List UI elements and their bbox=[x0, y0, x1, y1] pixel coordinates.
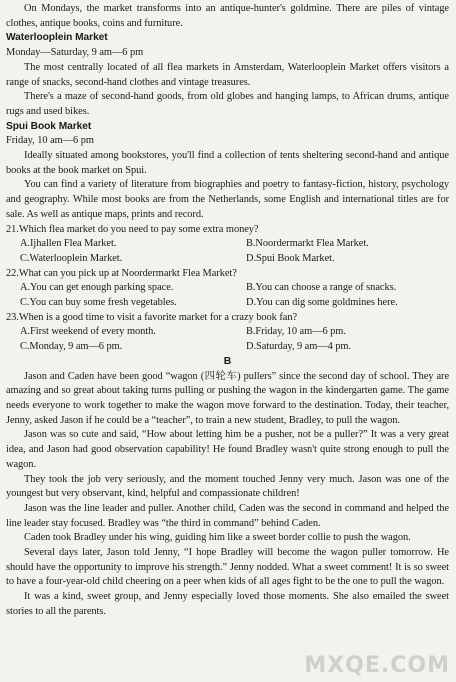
question-23 bbox=[6, 311, 449, 355]
answer-options bbox=[6, 281, 449, 310]
passage-b-paragraph: Caden took Bradley under his wing, guiding him like a sweet border collie to push the wagon. bbox=[24, 532, 411, 544]
option-c: C.You can buy some fresh vegetables. bbox=[20, 297, 177, 309]
passage-b-paragraph: It was a kind, sweet group, and Jenny especially loved those moments. She also emailed the sweet stories to all the parents. bbox=[6, 591, 449, 617]
option-a: A.First weekend of every month. bbox=[20, 326, 156, 338]
passage-b-paragraph: Jason and Caden have been good “wagon (四轮车) pullers” since the second day of school. They are amazing and so great about taking turns pulling or pushing the wagon in the kindergarten game. The game needs everyone to work together to make the wagon move forward to the destination. Today, their teacher, Jenny, asked Jason if he could be a “teacher”, to train a new student, Bradley, to pull the wagon. bbox=[6, 370, 449, 426]
spui-paragraph: You can find a variety of literature from biographies and poetry to fantasy-fiction, history, psychology and geography. While most books are from the Netherlands, some English and international titles are for sale. As well as antique maps, prints and record. bbox=[6, 179, 449, 220]
spui-title: Spui Book Market bbox=[6, 120, 92, 132]
option-c: C.Waterlooplein Market. bbox=[20, 252, 123, 264]
question-21 bbox=[6, 223, 449, 267]
option-b: B.You can choose a range of snacks. bbox=[246, 282, 397, 294]
option-b: B.Noordermarkt Flea Market. bbox=[246, 238, 369, 250]
section-b-heading: B bbox=[223, 355, 232, 367]
site-watermark: MXQE.COM bbox=[304, 653, 450, 679]
option-a: A.You can get enough parking space. bbox=[20, 282, 174, 294]
answer-options bbox=[6, 237, 449, 266]
passage-b-paragraph: They took the job very seriously, and the moment touched Jenny very much. Jason was one of the youngest but very observant, kind, helpful and compassionate children! bbox=[6, 473, 449, 500]
option-d: D.You can dig some goldmines here. bbox=[246, 297, 398, 309]
option-d: D.Saturday, 9 am—4 pm. bbox=[246, 341, 352, 353]
option-c: C.Monday, 9 am—6 pm. bbox=[20, 341, 123, 353]
question-stem: 23.When is a good time to visit a favorite market for a crazy book fan? bbox=[6, 311, 298, 323]
waterlooplein-paragraph: The most centrally located of all flea markets in Amsterdam, Waterlooplein Market offers visitors a range of snacks, second-hand clothes and vintage treasures. bbox=[6, 61, 449, 88]
spui-hours: Friday, 10 am—6 pm bbox=[6, 135, 94, 147]
question-stem: 22.What can you pick up at Noordermarkt Flea Market? bbox=[6, 267, 237, 279]
passage-b-paragraph: Jason was so cute and said, “How about letting him be a pusher, not be a puller?” It was a very great idea, and Jason had good observation capability! He found Bradley wasn't quite strong enough to pull the wagon. bbox=[6, 429, 449, 470]
option-a: A.Ijhallen Flea Market. bbox=[20, 238, 117, 250]
option-b: B.Friday, 10 am—6 pm. bbox=[246, 326, 346, 338]
waterlooplein-paragraph: There's a maze of second-hand goods, from old globes and hanging lamps, to African drums, antique rugs and used bikes. bbox=[6, 91, 449, 117]
question-22 bbox=[6, 267, 449, 311]
waterlooplein-hours: Monday—Saturday, 9 am—6 pm bbox=[6, 47, 144, 59]
answer-options bbox=[6, 325, 449, 354]
passage-a-intro: On Mondays, the market transforms into an antique-hunter's goldmine. There are piles of vintage clothes, antique books, coins and furniture. bbox=[6, 3, 449, 29]
waterlooplein-title: Waterlooplein Market bbox=[6, 32, 108, 44]
question-stem: 21.Which flea market do you need to pay some extra money? bbox=[6, 223, 259, 235]
passage-b-paragraph: Several days later, Jason told Jenny, “I hope Bradley will become the wagon puller tomorrow. He should have the opportunity to improve his strength.” Jenny nodded. What a sweet comment! It is so sweet to have a four-year-old child cheering on a peer when kids of all ages fight to be the one to pull the wagon. bbox=[6, 547, 449, 588]
spui-paragraph: Ideally situated among bookstores, you'll find a collection of tents sheltering second-hand and antique books at the book market on Spui. bbox=[6, 150, 449, 176]
option-d: D.Spui Book Market. bbox=[246, 252, 335, 264]
passage-b-paragraph: Jason was the line leader and puller. Another child, Caden was the second in command and helped the line leader stay focused. Bradley was “the third in command” behind Caden. bbox=[6, 502, 449, 529]
